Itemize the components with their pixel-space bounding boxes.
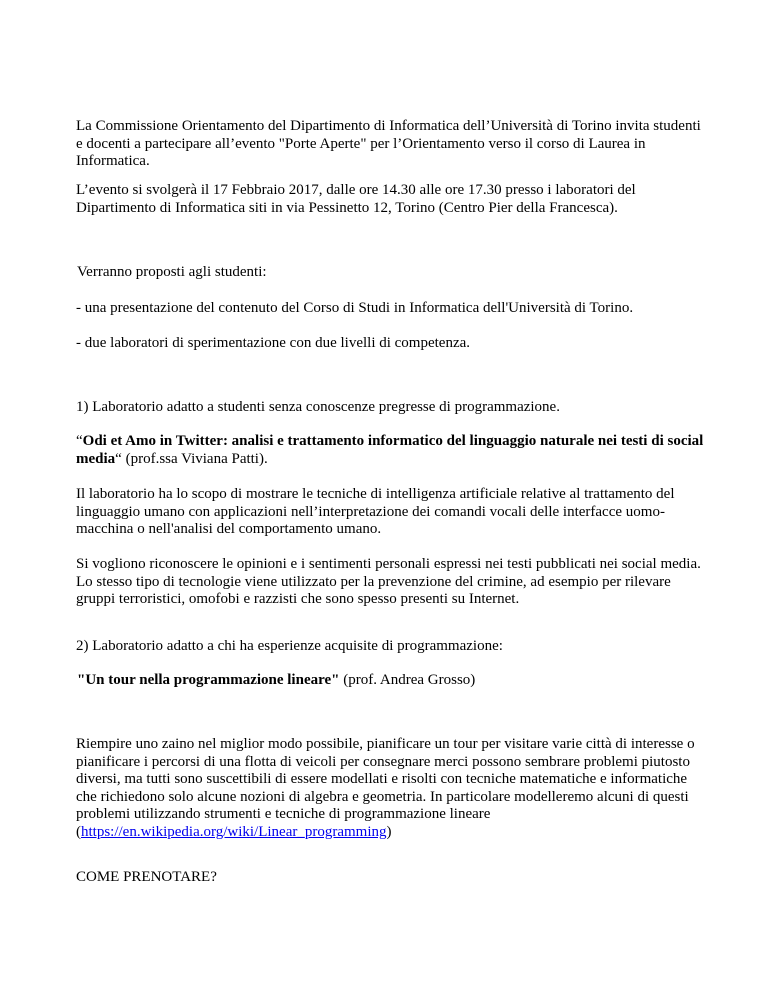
lab1-title: Odi et Amo in Twitter: analisi e trattamento informatico del linguaggio naturale nei testi di social media [76,433,704,467]
linear-programming-link[interactable]: https://en.wikipedia.org/wiki/Linear_programming [81,823,387,840]
event-details-paragraph: L’evento si svolgerà il 17 Febbraio 2017, dalle ore 14.30 alle ore 17.30 presso i laboratori del Dipartimento di Informatica siti in via Pessinetto 12, Torino (Centro Pier della Francesca). [76,182,636,216]
proposal-item-presentation: - una presentazione del contenuto del Corso di Studi in Informatica dell'Università di Torino. [76,300,634,316]
proposals-heading: Verranno proposti agli studenti: [77,264,267,280]
lab2-title: "Un tour nella programmazione lineare" [77,672,340,688]
lab2-heading: 2) Laboratorio adatto a chi ha esperienze acquisite di programmazione: [76,638,503,654]
lab2-description: Riempire uno zaino nel miglior modo possibile, pianificare un tour per visitare varie città di interesse o pianificare i percorsi di una flotta di veicoli per consegnare merci possono sembrare problemi piutosto diversi, ma tutti sono suscettibili di essere modellati e risolti con tecniche matematiche e informatiche che richiedono solo alcune nozioni di algebra e geometria. In particolare modelleremo alcuni di questi problemi utilizzando strumenti e tecniche di programmazione lineare ( [76,736,695,840]
lab1-description-2: Si vogliono riconoscere le opinioni e i sentimenti personali espressi nei testi pubblicati nei social media. Lo stesso tipo di tecnologie viene utilizzato per la prevenzione del crimine, ad esempio per rilevare gruppi terroristici, omofobi e razzisti che sono spesso presenti su Internet. [76,556,701,607]
lab2-description-end: ) [386,823,392,840]
lab1-heading: 1) Laboratorio adatto a studenti senza conoscenze pregresse di programmazione. [76,399,560,415]
booking-heading: COME PRENOTARE? [76,869,217,885]
lab2-teacher: (prof. Andrea Grosso) [339,672,476,688]
proposal-item-labs: - due laboratori di sperimentazione con due livelli di competenza. [76,335,471,351]
lab1-description-1: Il laboratorio ha lo scopo di mostrare le tecniche di intelligenza artificiale relative al trattamento del linguaggio umano con applicazioni nell’interpretazione dei comandi vocali delle interfacce uomo-macchina o nell'analisi del comportamento umano. [76,486,675,537]
lab1-teacher: (prof.ssa Viviana Patti). [121,450,268,467]
lab1-title-paragraph [76,433,708,468]
lab2-title-paragraph [77,672,709,690]
lab2-description-paragraph [76,736,708,841]
lab1-quote-close: “ [115,450,122,467]
intro-paragraph: La Commissione Orientamento del Dipartimento di Informatica dell’Università di Torino invita studenti e docenti a partecipare all’evento "Porte Aperte" per l’Orientamento verso il corso di Laurea in Informatica. [76,118,701,169]
lab1-quote-open: “ [76,433,83,449]
